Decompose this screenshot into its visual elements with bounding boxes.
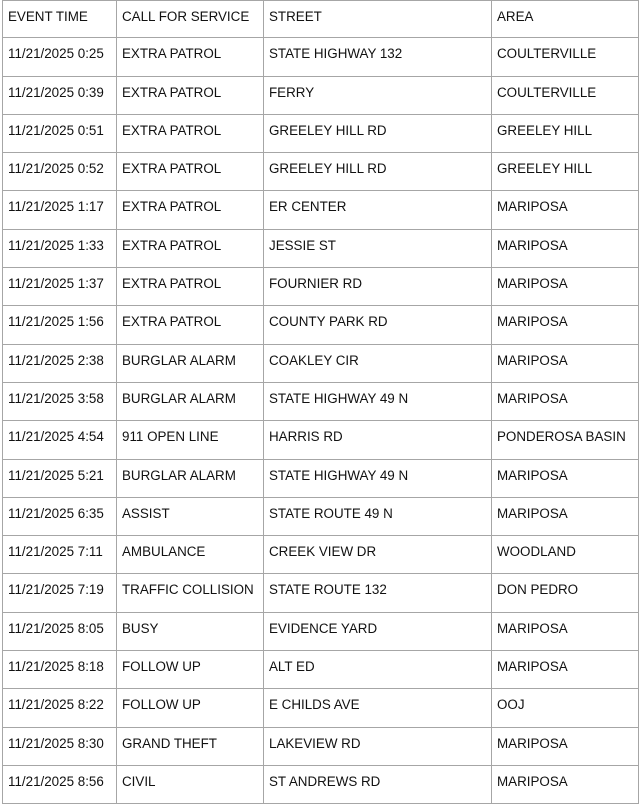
table-row (3, 689, 639, 727)
table-row (3, 612, 639, 650)
table-row (3, 191, 639, 229)
event-time-cell: 11/21/2025 2:38 (3, 344, 117, 382)
header-event-time: EVENT TIME (3, 1, 117, 38)
call-for-service-cell: FOLLOW UP (117, 689, 264, 727)
street-cell: FOURNIER RD (264, 268, 492, 306)
call-for-service-cell: EXTRA PATROL (117, 153, 264, 191)
event-time-cell: 11/21/2025 8:05 (3, 612, 117, 650)
area-cell: MARIPOSA (492, 727, 639, 765)
table-row (3, 38, 639, 76)
street-cell: JESSIE ST (264, 229, 492, 267)
street-cell: GREELEY HILL RD (264, 114, 492, 152)
call-for-service-cell: CIVIL (117, 765, 264, 803)
street-cell: EVIDENCE YARD (264, 612, 492, 650)
street-cell: CREEK VIEW DR (264, 536, 492, 574)
call-for-service-cell: EXTRA PATROL (117, 114, 264, 152)
street-cell: STATE ROUTE 49 N (264, 497, 492, 535)
call-for-service-cell: 911 OPEN LINE (117, 421, 264, 459)
event-time-cell: 11/21/2025 7:19 (3, 574, 117, 612)
area-cell: PONDEROSA BASIN (492, 421, 639, 459)
call-for-service-cell: EXTRA PATROL (117, 306, 264, 344)
call-for-service-cell: BURGLAR ALARM (117, 459, 264, 497)
call-for-service-cell: BUSY (117, 612, 264, 650)
street-cell: LAKEVIEW RD (264, 727, 492, 765)
header-area: AREA (492, 1, 639, 38)
table-row (3, 306, 639, 344)
call-for-service-cell: FOLLOW UP (117, 651, 264, 689)
call-for-service-cell: BURGLAR ALARM (117, 344, 264, 382)
event-time-cell: 11/21/2025 5:21 (3, 459, 117, 497)
area-cell: GREELEY HILL (492, 114, 639, 152)
area-cell: COULTERVILLE (492, 38, 639, 76)
street-cell: STATE HIGHWAY 49 N (264, 459, 492, 497)
area-cell: WOODLAND (492, 536, 639, 574)
street-cell: ST ANDREWS RD (264, 765, 492, 803)
call-for-service-cell: TRAFFIC COLLISION (117, 574, 264, 612)
call-for-service-cell: AMBULANCE (117, 536, 264, 574)
event-time-cell: 11/21/2025 6:35 (3, 497, 117, 535)
street-cell: FERRY (264, 76, 492, 114)
event-time-cell: 11/21/2025 0:39 (3, 76, 117, 114)
header-row (3, 1, 639, 38)
table-row (3, 574, 639, 612)
table-row (3, 382, 639, 420)
event-time-cell: 11/21/2025 1:17 (3, 191, 117, 229)
call-for-service-cell: EXTRA PATROL (117, 38, 264, 76)
table-row (3, 114, 639, 152)
area-cell: MARIPOSA (492, 306, 639, 344)
event-time-cell: 11/21/2025 4:54 (3, 421, 117, 459)
area-cell: MARIPOSA (492, 382, 639, 420)
street-cell: GREELEY HILL RD (264, 153, 492, 191)
street-cell: ALT ED (264, 651, 492, 689)
table-row (3, 497, 639, 535)
area-cell: MARIPOSA (492, 229, 639, 267)
call-for-service-cell: EXTRA PATROL (117, 191, 264, 229)
event-time-cell: 11/21/2025 1:33 (3, 229, 117, 267)
event-time-cell: 11/21/2025 0:52 (3, 153, 117, 191)
event-time-cell: 11/21/2025 8:18 (3, 651, 117, 689)
header-call-for-service: CALL FOR SERVICE (117, 1, 264, 38)
event-time-cell: 11/21/2025 0:25 (3, 38, 117, 76)
table-row (3, 153, 639, 191)
table-row (3, 76, 639, 114)
area-cell: OOJ (492, 689, 639, 727)
call-for-service-cell: EXTRA PATROL (117, 229, 264, 267)
table-row (3, 268, 639, 306)
event-time-cell: 11/21/2025 1:37 (3, 268, 117, 306)
header-street: STREET (264, 1, 492, 38)
event-time-cell: 11/21/2025 8:22 (3, 689, 117, 727)
table-row (3, 459, 639, 497)
event-time-cell: 11/21/2025 8:30 (3, 727, 117, 765)
event-time-cell: 11/21/2025 3:58 (3, 382, 117, 420)
call-for-service-cell: EXTRA PATROL (117, 268, 264, 306)
table-row (3, 765, 639, 803)
table-body (3, 38, 639, 804)
street-cell: ER CENTER (264, 191, 492, 229)
area-cell: MARIPOSA (492, 765, 639, 803)
area-cell: GREELEY HILL (492, 153, 639, 191)
street-cell: COAKLEY CIR (264, 344, 492, 382)
area-cell: COULTERVILLE (492, 76, 639, 114)
calls-table (2, 0, 639, 804)
area-cell: MARIPOSA (492, 191, 639, 229)
area-cell: MARIPOSA (492, 497, 639, 535)
area-cell: MARIPOSA (492, 612, 639, 650)
street-cell: HARRIS RD (264, 421, 492, 459)
street-cell: E CHILDS AVE (264, 689, 492, 727)
street-cell: STATE HIGHWAY 49 N (264, 382, 492, 420)
area-cell: MARIPOSA (492, 268, 639, 306)
call-for-service-cell: GRAND THEFT (117, 727, 264, 765)
street-cell: STATE HIGHWAY 132 (264, 38, 492, 76)
street-cell: STATE ROUTE 132 (264, 574, 492, 612)
event-time-cell: 11/21/2025 0:51 (3, 114, 117, 152)
table-row (3, 344, 639, 382)
table-row (3, 229, 639, 267)
table-header (3, 1, 639, 38)
area-cell: MARIPOSA (492, 651, 639, 689)
call-for-service-cell: BURGLAR ALARM (117, 382, 264, 420)
table-row (3, 421, 639, 459)
event-time-cell: 11/21/2025 8:56 (3, 765, 117, 803)
table-row (3, 727, 639, 765)
call-for-service-cell: ASSIST (117, 497, 264, 535)
event-time-cell: 11/21/2025 1:56 (3, 306, 117, 344)
table-row (3, 536, 639, 574)
call-for-service-cell: EXTRA PATROL (117, 76, 264, 114)
area-cell: MARIPOSA (492, 459, 639, 497)
area-cell: MARIPOSA (492, 344, 639, 382)
table-row (3, 651, 639, 689)
event-time-cell: 11/21/2025 7:11 (3, 536, 117, 574)
area-cell: DON PEDRO (492, 574, 639, 612)
street-cell: COUNTY PARK RD (264, 306, 492, 344)
